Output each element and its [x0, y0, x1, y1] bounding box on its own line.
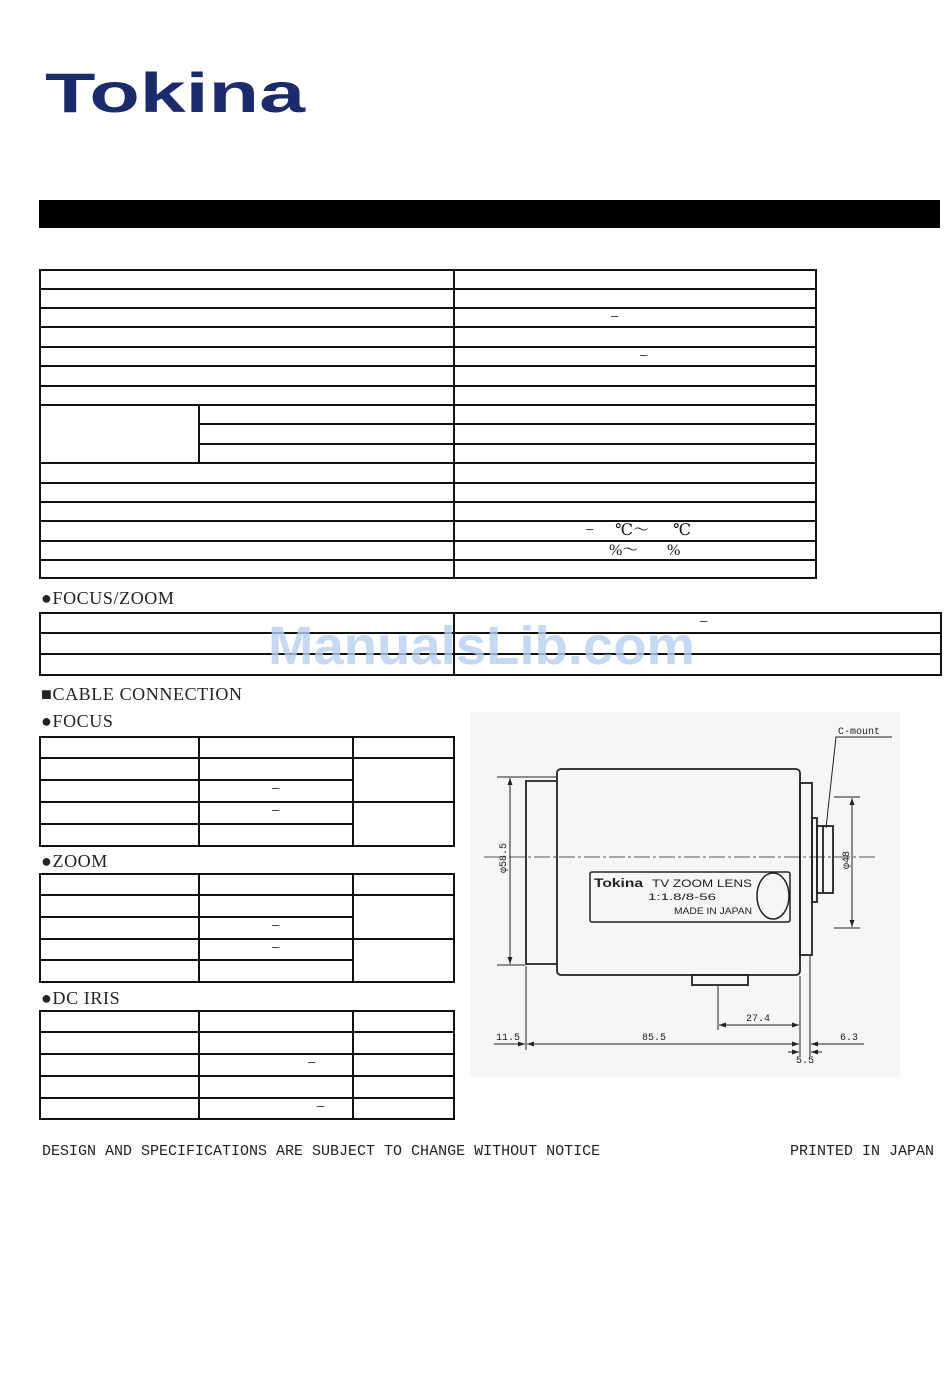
signal-cell — [199, 895, 353, 917]
spec-label-cell — [40, 541, 454, 560]
spec-value-cell — [454, 327, 816, 347]
pin-cell — [40, 1098, 199, 1119]
plate-name: TV ZOOM LENS — [652, 878, 752, 890]
plate-origin: MADE IN JAPAN — [674, 906, 752, 916]
spec-label-cell — [40, 483, 454, 502]
signal-cell — [199, 917, 353, 939]
pin-cell — [40, 802, 199, 824]
signal-dash: − — [271, 803, 281, 820]
spec-sub-label-cell — [199, 405, 454, 424]
plate-brand: Tokina — [594, 876, 644, 890]
wire-cell — [353, 737, 454, 758]
signal-cell — [199, 1098, 353, 1119]
logo-text: Tokina — [45, 66, 307, 118]
spec-value-dash: − — [610, 309, 620, 326]
spec-label-cell — [40, 502, 454, 521]
focus-zoom-table — [39, 612, 942, 676]
watermark-text: ManualsLib.com — [268, 618, 695, 674]
dc-iris-cable-table — [39, 1010, 455, 1120]
zoom-cable-table — [39, 873, 455, 983]
spec-label-cell — [40, 347, 454, 366]
focus-zoom-label-cell — [40, 613, 454, 633]
spec-humidity-cell — [454, 541, 816, 560]
signal-cell — [199, 874, 353, 895]
pin-cell — [40, 758, 199, 780]
front-diameter-label: φ58.5 — [499, 842, 510, 874]
spec-sub-label-cell — [199, 444, 454, 463]
spec-sub-label-cell — [199, 424, 454, 444]
pin-cell — [40, 780, 199, 802]
pin-cell — [40, 895, 199, 917]
signal-cell — [199, 824, 353, 846]
spec-value-cell — [454, 270, 816, 289]
signal-dash: − — [271, 918, 281, 935]
plate-spec: 1:1.8/8-56 — [648, 892, 716, 903]
spec-label-cell — [40, 463, 454, 483]
pin-cell — [40, 874, 199, 895]
pin-cell — [40, 1054, 199, 1076]
spec-value-cell — [454, 405, 816, 424]
zoom-cable-heading: ●ZOOM — [41, 851, 108, 871]
signal-cell — [199, 960, 353, 982]
focus-cable-heading: ●FOCUS — [41, 711, 114, 731]
focus-cable-table — [39, 736, 455, 847]
spec-label-cell — [40, 308, 454, 327]
c-mount-label: C-mount — [838, 727, 881, 738]
signal-dash: − — [307, 1055, 317, 1072]
wire-cell — [353, 802, 454, 846]
pin-cell — [40, 737, 199, 758]
tab-offset-label: 27.4 — [746, 1014, 771, 1025]
flange-gap-label: 5.5 — [796, 1056, 815, 1067]
title-bar — [39, 200, 940, 228]
footer-printed: PRINTED IN JAPAN — [790, 1143, 935, 1160]
focus-zoom-value-cell — [454, 633, 941, 654]
focus-zoom-value-dash: − — [699, 614, 709, 631]
signal-dash: − — [271, 781, 281, 798]
cable-connection-heading: ■CABLE CONNECTION — [41, 684, 243, 704]
temperature-minus: − — [585, 522, 595, 539]
focus-zoom-heading: ●FOCUS/ZOOM — [41, 588, 175, 608]
focus-zoom-label-cell — [40, 633, 454, 654]
rear-length-label: 6.3 — [840, 1033, 859, 1044]
body-length-label: 85.5 — [642, 1033, 667, 1044]
spec-value-cell — [454, 502, 816, 521]
pin-cell — [40, 1011, 199, 1032]
signal-dash: − — [316, 1099, 326, 1116]
signal-cell — [199, 737, 353, 758]
pin-cell — [40, 824, 199, 846]
spec-value-cell — [454, 560, 816, 578]
wire-cell — [353, 1098, 454, 1119]
spec-value-cell — [454, 386, 816, 405]
focus-zoom-value-cell — [454, 654, 941, 675]
spec-value-dash: − — [639, 348, 649, 365]
focus-zoom-value-cell — [454, 613, 941, 633]
signal-cell — [199, 780, 353, 802]
pin-cell — [40, 1032, 199, 1054]
wire-cell — [353, 1011, 454, 1032]
tokina-logo — [44, 66, 310, 118]
wire-cell — [353, 758, 454, 802]
signal-cell — [199, 1076, 353, 1098]
front-length-label: 11.5 — [496, 1033, 521, 1044]
humidity-low-unit: %～ — [609, 542, 639, 559]
spec-value-cell — [454, 289, 816, 308]
spec-table — [39, 269, 817, 579]
signal-cell — [199, 1011, 353, 1032]
wire-cell — [353, 1076, 454, 1098]
pin-cell — [40, 960, 199, 982]
wire-cell — [353, 939, 454, 982]
pin-cell — [40, 917, 199, 939]
signal-cell — [199, 758, 353, 780]
spec-group-label-cell — [40, 405, 199, 463]
footer-notice: DESIGN AND SPECIFICATIONS ARE SUBJECT TO CHANGE WITHOUT NOTICE — [42, 1143, 601, 1160]
spec-label-cell — [40, 327, 454, 347]
lens-dimension-drawing — [470, 712, 900, 1077]
spec-value-cell — [454, 308, 816, 327]
signal-cell — [199, 939, 353, 960]
signal-cell — [199, 802, 353, 824]
spec-value-cell — [454, 444, 816, 463]
temperature-high-unit: ℃ — [673, 522, 691, 539]
spec-label-cell — [40, 386, 454, 405]
spec-value-cell — [454, 347, 816, 366]
pin-cell — [40, 939, 199, 960]
wire-cell — [353, 874, 454, 895]
spec-label-cell — [40, 521, 454, 541]
rear-diameter-label: φ48 — [842, 850, 853, 870]
spec-label-cell — [40, 270, 454, 289]
spec-label-cell — [40, 366, 454, 386]
spec-value-cell — [454, 366, 816, 386]
pin-cell — [40, 1076, 199, 1098]
spec-temperature-cell — [454, 521, 816, 541]
spec-label-cell — [40, 560, 454, 578]
signal-cell — [199, 1032, 353, 1054]
dc-iris-cable-heading: ●DC IRIS — [41, 988, 121, 1008]
spec-label-cell — [40, 289, 454, 308]
temperature-low-unit: ℃～ — [615, 522, 649, 539]
spec-value-cell — [454, 463, 816, 483]
wire-cell — [353, 1032, 454, 1054]
spec-value-cell — [454, 483, 816, 502]
wire-cell — [353, 1054, 454, 1076]
signal-cell — [199, 1054, 353, 1076]
spec-value-cell — [454, 424, 816, 444]
signal-dash: − — [271, 940, 281, 957]
humidity-high-unit: % — [667, 542, 681, 559]
focus-zoom-label-cell — [40, 654, 454, 675]
wire-cell — [353, 895, 454, 939]
